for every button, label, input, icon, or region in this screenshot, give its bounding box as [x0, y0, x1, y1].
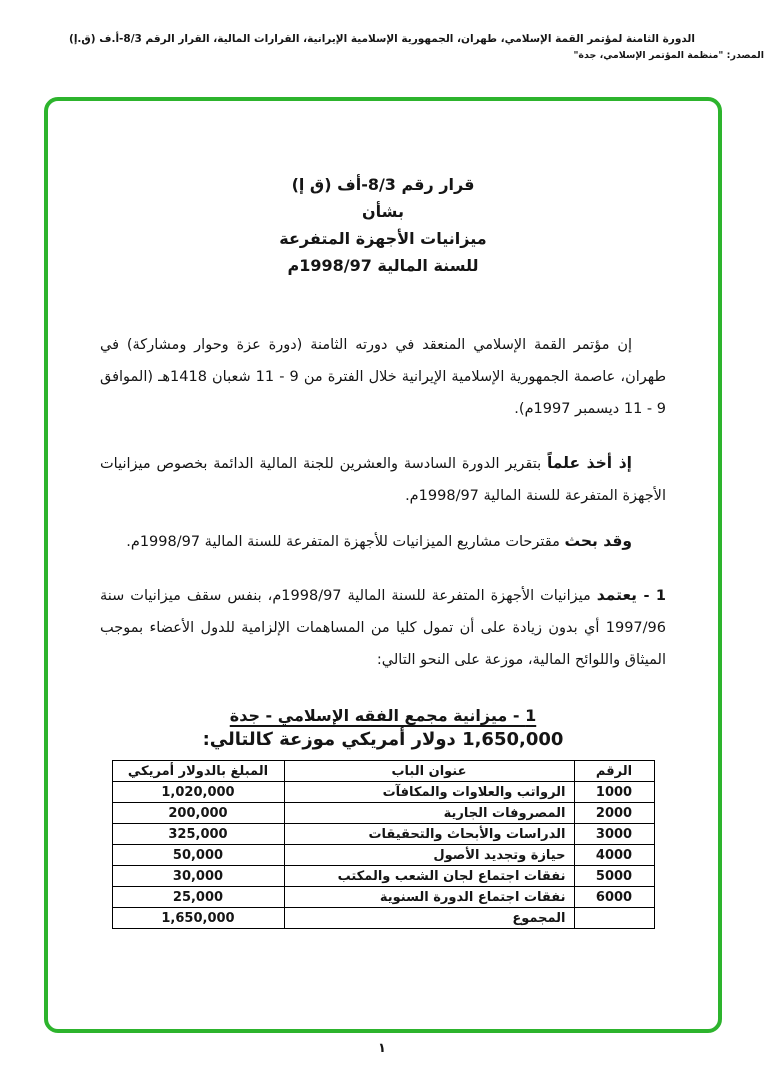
- budget-total-line: 1,650,000 دولار أمريكي موزعة كالتالي:: [202, 729, 564, 750]
- chapter-title-cell: نفقات اجتماع الدورة السنوية: [284, 887, 574, 908]
- taking-note-lead: إذ أخذ علماً: [546, 454, 632, 472]
- document-header: [0, 0, 764, 61]
- having-examined-lead: وقد بحث: [564, 532, 632, 550]
- resolution-title-block: [100, 171, 666, 279]
- table-row: [112, 824, 654, 845]
- having-examined-paragraph: [100, 525, 666, 558]
- chapter-amount-cell: 25,000: [112, 887, 284, 908]
- budget-table: [112, 760, 655, 929]
- operative-item-1: [100, 579, 666, 676]
- chapter-amount-cell: 1,020,000: [112, 782, 284, 803]
- taking-note-rest: بتقرير الدورة السادسة والعشرين للجنة المالية الدائمة بخصوص ميزانيات الأجهزة المتفرعة للسنة المالية 1998/97م.: [100, 456, 666, 504]
- document-green-frame: [44, 97, 722, 1033]
- preamble-paragraph: إن مؤتمر القمة الإسلامي المنعقد في دورته الثامنة (دورة عزة وحوار ومشاركة) في طهران، عاصمة الجمهورية الإسلامية الإيرانية خلال الفترة من 9 - 11 شعبان 1418هـ (الموافق 9 - 11 ديسمبر 1997م).: [100, 337, 666, 417]
- item-lead: يعتمد: [596, 586, 638, 604]
- source-text: المصدر: "منظمة المؤتمر الإسلامي، جدة": [573, 50, 764, 61]
- chapter-amount-cell: 30,000: [112, 866, 284, 887]
- chapter-title-cell: نفقات اجتماع لجان الشعب والمكتب: [284, 866, 574, 887]
- chapter-amount-cell: 325,000: [112, 824, 284, 845]
- column-header-amount: المبلغ بالدولار أمريكي: [112, 761, 284, 782]
- total-amount-cell: 1,650,000: [112, 908, 284, 929]
- page-number: ١: [378, 1041, 386, 1056]
- table-total-row: [112, 908, 654, 929]
- chapter-amount-cell: 200,000: [112, 803, 284, 824]
- table-row: [112, 782, 654, 803]
- chapter-title-cell: حيازة وتجديد الأصول: [284, 845, 574, 866]
- header-source-line: [0, 50, 764, 61]
- page-footer: [0, 1041, 764, 1056]
- chapter-code-cell: 5000: [574, 866, 654, 887]
- taking-note-paragraph: [100, 447, 666, 512]
- table-row: [112, 866, 654, 887]
- chapter-title-cell: الرواتب والعلاوات والمكافآت: [284, 782, 574, 803]
- table-row: [112, 887, 654, 908]
- table-row: [112, 803, 654, 824]
- column-header-code: الرقم: [574, 761, 654, 782]
- header-citation-line: الدورة الثامنة لمؤتمر القمة الإسلامي، طهران، الجمهورية الإسلامية الإيرانية، القرارات المالية، القرار الرقم 8/3-أ.ف (ق.إ): [69, 33, 695, 45]
- having-examined-rest: مقترحات مشاريع الميزانيات للأجهزة المتفرعة للسنة المالية 1998/97م.: [126, 534, 565, 550]
- chapter-code-cell: 6000: [574, 887, 654, 908]
- chapter-amount-cell: 50,000: [112, 845, 284, 866]
- total-label-cell: المجموع: [284, 908, 574, 929]
- column-header-chapter: عنوان الباب: [284, 761, 574, 782]
- resolution-number-line: قرار رقم 8/3-أف (ق إ): [291, 175, 475, 194]
- chapter-code-cell: 4000: [574, 845, 654, 866]
- resolution-concerning-line: بشأن: [362, 202, 404, 221]
- total-empty-cell: [574, 908, 654, 929]
- item-number: 1 -: [637, 588, 666, 604]
- chapter-code-cell: 3000: [574, 824, 654, 845]
- budget-section-heading-text: 1 - ميزانية مجمع الفقه الإسلامي - جدة: [229, 706, 537, 725]
- resolution-fiscal-year-line: للسنة المالية 1998/97م: [287, 256, 479, 275]
- table-row: [112, 845, 654, 866]
- resolution-subject-line: ميزانيات الأجهزة المتفرعة: [279, 229, 487, 248]
- chapter-title-cell: المصروفات الجارية: [284, 803, 574, 824]
- budget-section-heading: [100, 706, 666, 725]
- chapter-title-cell: الدراسات والأبحاث والتحقيقات: [284, 824, 574, 845]
- table-header-row: [112, 761, 654, 782]
- chapter-code-cell: 2000: [574, 803, 654, 824]
- chapter-code-cell: 1000: [574, 782, 654, 803]
- item-rest: ميزانيات الأجهزة المتفرعة للسنة المالية 1998/97م، بنفس سقف ميزانيات سنة 1997/96 أي بدون زيادة على أن تمول كليا من المساهمات الإلزامية للدول الأعضاء بموجب الميثاق واللوائح المالية، موزعة على النحو التالي:: [100, 588, 666, 668]
